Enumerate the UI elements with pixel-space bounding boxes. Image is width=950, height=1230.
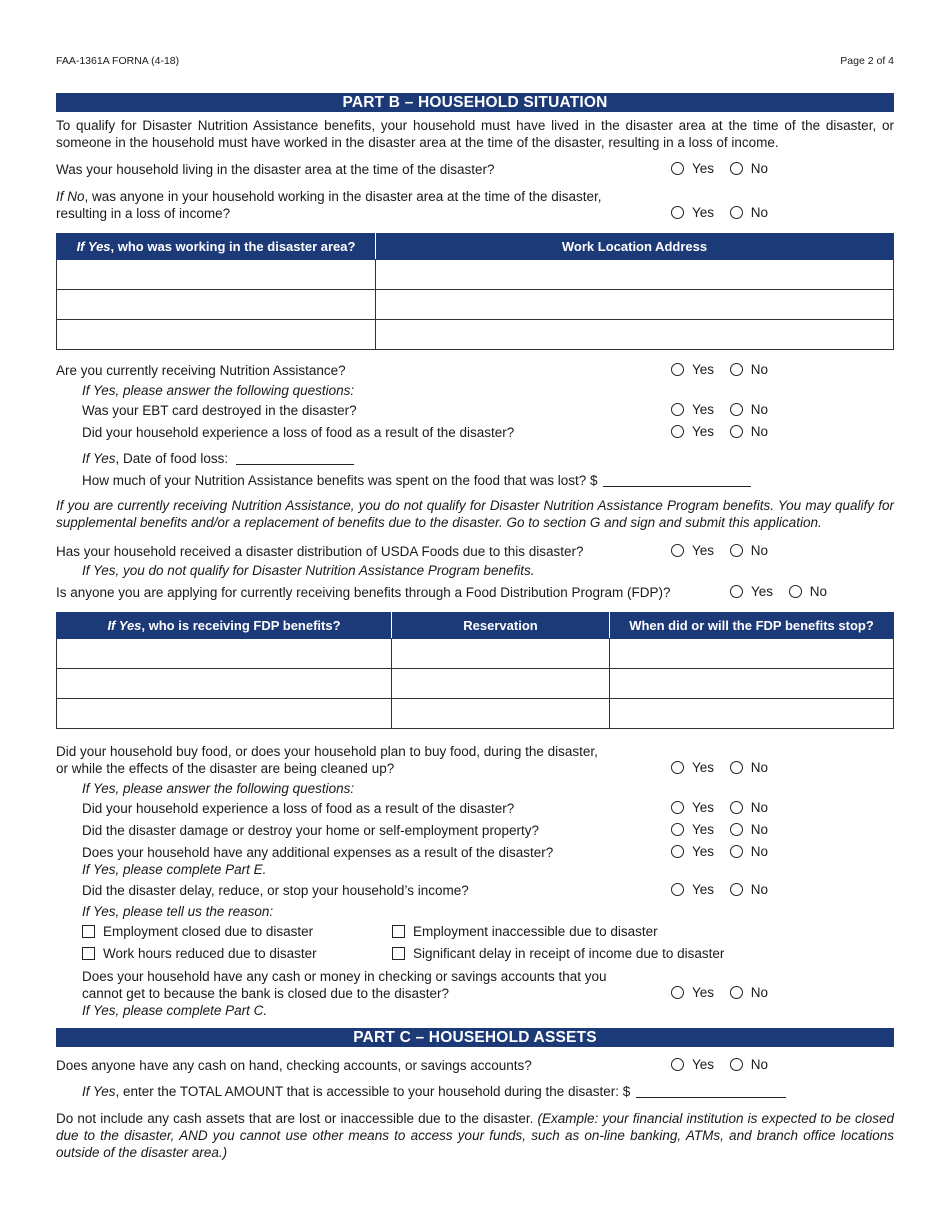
yes-option[interactable]: Yes xyxy=(671,843,714,860)
no-option[interactable]: No xyxy=(730,542,768,559)
radio-icon[interactable] xyxy=(671,162,684,175)
yn-damage xyxy=(671,821,780,839)
table-row xyxy=(57,260,894,290)
no-option[interactable]: No xyxy=(730,881,768,898)
checkbox-icon[interactable] xyxy=(82,947,95,960)
note-usda: If Yes, you do not qualify for Disaster Nutrition Assistance Program benefits. xyxy=(82,563,535,578)
question-buy-food: Did your household buy food, or does your household plan to buy food, during the disaster, or while the effects of the disaster are being cleaned up? xyxy=(56,744,598,776)
no-option[interactable]: No xyxy=(730,361,768,378)
form-id: FAA-1361A FORNA (4-18) xyxy=(56,55,180,67)
checkbox-icon[interactable] xyxy=(392,947,405,960)
yn-buy-food xyxy=(671,759,780,777)
yn-expenses xyxy=(671,843,780,861)
recipient-input[interactable] xyxy=(57,639,391,668)
stop-date-cell[interactable] xyxy=(610,669,894,699)
radio-icon[interactable] xyxy=(730,585,743,598)
address-cell[interactable] xyxy=(376,290,894,320)
question-loss-food-2: Did your household experience a loss of food as a result of the disaster? xyxy=(82,801,515,816)
no-option[interactable]: No xyxy=(730,423,768,440)
table-row xyxy=(57,290,894,320)
yes-option[interactable]: Yes xyxy=(671,361,714,378)
no-option[interactable]: No xyxy=(789,583,827,600)
reservation-cell[interactable] xyxy=(392,639,610,669)
radio-icon[interactable] xyxy=(671,801,684,814)
col-fdp-recipient: If Yes, who is receiving FDP benefits? xyxy=(57,613,392,639)
amount-spent-field[interactable] xyxy=(603,473,751,487)
reservation-cell[interactable] xyxy=(392,669,610,699)
reason-intro: If Yes, please tell us the reason: xyxy=(82,904,274,919)
work-location-table xyxy=(56,233,894,350)
radio-icon[interactable] xyxy=(671,986,684,999)
reservation-input[interactable] xyxy=(392,639,609,668)
yn-working xyxy=(671,204,780,222)
radio-icon[interactable] xyxy=(730,761,743,774)
address-input[interactable] xyxy=(376,320,893,349)
question-expenses: Does your household have any additional expenses as a result of the disaster? xyxy=(82,845,554,860)
page-number: Page 2 of 4 xyxy=(840,55,894,67)
yes-option[interactable]: Yes xyxy=(671,881,714,898)
if-yes-instruction-2: If Yes, please answer the following questions: xyxy=(82,781,355,796)
stop-date-cell[interactable] xyxy=(610,699,894,729)
radio-icon[interactable] xyxy=(730,162,743,175)
reason-hours-reduced[interactable]: Work hours reduced due to disaster xyxy=(82,945,317,962)
date-food-loss-field[interactable] xyxy=(236,451,354,465)
yn-bank xyxy=(671,984,780,1002)
question-working: If No, was anyone in your household working in the disaster area at the time of the disaster, resulting in a loss of income? xyxy=(56,189,602,221)
radio-icon[interactable] xyxy=(730,206,743,219)
no-option[interactable]: No xyxy=(730,160,768,177)
radio-icon[interactable] xyxy=(671,363,684,376)
reservation-input[interactable] xyxy=(392,669,609,698)
yn-cash xyxy=(671,1056,780,1074)
yn-ebt xyxy=(671,401,780,419)
recipient-cell[interactable] xyxy=(57,669,392,699)
recipient-input[interactable] xyxy=(57,669,391,698)
radio-icon[interactable] xyxy=(730,544,743,557)
worker-cell[interactable] xyxy=(57,290,376,320)
table-header-row xyxy=(57,234,894,260)
worker-input[interactable] xyxy=(57,260,375,289)
col-fdp-stop: When did or will the FDP benefits stop? xyxy=(610,613,894,639)
yes-option[interactable]: Yes xyxy=(671,423,714,440)
stop-date-cell[interactable] xyxy=(610,639,894,669)
date-food-loss: If Yes, Date of food loss: xyxy=(82,450,354,467)
yes-option[interactable]: Yes xyxy=(671,160,714,177)
radio-icon[interactable] xyxy=(671,845,684,858)
no-option[interactable]: No xyxy=(730,821,768,838)
radio-icon[interactable] xyxy=(671,425,684,438)
no-option[interactable]: No xyxy=(730,843,768,860)
yes-option[interactable]: Yes xyxy=(671,401,714,418)
yn-loss-food xyxy=(671,423,780,441)
note-receiving: If you are currently receiving Nutrition Assistance, you do not qualify for Disaster Nutrition Assistance Program benefits. You may qualify for supplemental benefits and/or a replacement of benefits due to the disaster. Go to section G and sign and submit this application. xyxy=(56,498,894,530)
question-living: Was your household living in the disaster area at the time of the disaster? xyxy=(56,162,495,177)
address-input[interactable] xyxy=(376,260,893,289)
yn-income xyxy=(671,881,780,899)
radio-icon[interactable] xyxy=(730,823,743,836)
fdp-table xyxy=(56,612,894,729)
total-amount-field[interactable] xyxy=(636,1084,786,1098)
table-row xyxy=(57,669,894,699)
yes-option[interactable]: Yes xyxy=(671,984,714,1001)
question-fdp: Is anyone you are applying for currently receiving benefits through a Food Distribution Program (FDP)? xyxy=(56,585,671,600)
question-income: Did the disaster delay, reduce, or stop your household’s income? xyxy=(82,883,469,898)
col-reservation: Reservation xyxy=(392,613,610,639)
table-row xyxy=(57,320,894,350)
yn-living xyxy=(671,160,780,178)
question-receiving: Are you currently receiving Nutrition Assistance? xyxy=(56,363,346,378)
table-row xyxy=(57,639,894,669)
total-amount-row: If Yes, enter the TOTAL AMOUNT that is accessible to your household during the disaster: $ xyxy=(82,1083,786,1100)
radio-icon[interactable] xyxy=(671,883,684,896)
yn-loss-food-2 xyxy=(671,799,780,817)
yes-option[interactable]: Yes xyxy=(671,799,714,816)
worker-cell[interactable] xyxy=(57,320,376,350)
stop-date-input[interactable] xyxy=(610,639,893,668)
col-worker: If Yes, who was working in the disaster area? xyxy=(57,234,376,260)
recipient-cell[interactable] xyxy=(57,699,392,729)
col-work-address: Work Location Address xyxy=(376,234,894,260)
part-b-title: PART B – HOUSEHOLD SITUATION xyxy=(56,93,894,112)
no-option[interactable]: No xyxy=(730,984,768,1001)
stop-date-input[interactable] xyxy=(610,669,893,698)
radio-icon[interactable] xyxy=(730,363,743,376)
radio-icon[interactable] xyxy=(730,425,743,438)
worker-input[interactable] xyxy=(57,290,375,319)
note-part-e: If Yes, please complete Part E. xyxy=(82,862,267,877)
address-cell[interactable] xyxy=(376,320,894,350)
no-option[interactable]: No xyxy=(730,799,768,816)
worker-input[interactable] xyxy=(57,320,375,349)
no-option[interactable]: No xyxy=(730,759,768,776)
no-option[interactable]: No xyxy=(730,401,768,418)
yn-receiving xyxy=(671,361,780,379)
part-c-title: PART C – HOUSEHOLD ASSETS xyxy=(56,1028,894,1047)
radio-icon[interactable] xyxy=(671,1058,684,1071)
table-header-row xyxy=(57,613,894,639)
question-loss-food: Did your household experience a loss of food as a result of the disaster? xyxy=(82,425,515,440)
question-ebt: Was your EBT card destroyed in the disaster? xyxy=(82,403,357,418)
radio-icon[interactable] xyxy=(671,761,684,774)
question-damage: Did the disaster damage or destroy your home or self-employment property? xyxy=(82,823,539,838)
reservation-input[interactable] xyxy=(392,699,609,728)
worker-cell[interactable] xyxy=(57,260,376,290)
question-bank: Does your household have any cash or money in checking or savings accounts that you cannot get to because the bank is closed due to the disaster? If Yes, please complete Part C. xyxy=(82,969,607,1018)
no-option[interactable]: No xyxy=(730,1056,768,1073)
radio-icon[interactable] xyxy=(671,544,684,557)
radio-icon[interactable] xyxy=(789,585,802,598)
radio-icon[interactable] xyxy=(730,883,743,896)
if-yes-instruction: If Yes, please answer the following questions: xyxy=(82,383,355,398)
question-cash: Does anyone have any cash on hand, checking accounts, or savings accounts? xyxy=(56,1058,532,1073)
address-cell[interactable] xyxy=(376,260,894,290)
reason-employment-inaccessible[interactable]: Employment inaccessible due to disaster xyxy=(392,923,658,940)
recipient-cell[interactable] xyxy=(57,639,392,669)
reservation-cell[interactable] xyxy=(392,699,610,729)
recipient-input[interactable] xyxy=(57,699,391,728)
no-option[interactable]: No xyxy=(730,204,768,221)
table-row xyxy=(57,699,894,729)
radio-icon[interactable] xyxy=(730,1058,743,1071)
yn-fdp xyxy=(730,583,839,601)
radio-icon[interactable] xyxy=(671,823,684,836)
yes-option[interactable]: Yes xyxy=(671,1056,714,1073)
checkbox-icon[interactable] xyxy=(82,925,95,938)
part-b-intro: To qualify for Disaster Nutrition Assistance benefits, your household must have lived in the disaster area at the time of the disaster, or someone in the household must have worked in the disaster area at the time of the disaster, resulting in a loss of income. xyxy=(56,118,894,150)
radio-icon[interactable] xyxy=(730,801,743,814)
radio-icon[interactable] xyxy=(671,403,684,416)
stop-date-input[interactable] xyxy=(610,699,893,728)
radio-icon[interactable] xyxy=(730,845,743,858)
reason-income-delay[interactable]: Significant delay in receipt of income due to disaster xyxy=(392,945,724,962)
yn-usda xyxy=(671,542,780,560)
radio-icon[interactable] xyxy=(730,403,743,416)
yes-option[interactable]: Yes xyxy=(671,759,714,776)
address-input[interactable] xyxy=(376,290,893,319)
question-spent: How much of your Nutrition Assistance benefits was spent on the food that was lost? $ xyxy=(82,472,751,489)
radio-icon[interactable] xyxy=(730,986,743,999)
yes-option[interactable]: Yes xyxy=(671,821,714,838)
reason-employment-closed[interactable]: Employment closed due to disaster xyxy=(82,923,313,940)
question-usda: Has your household received a disaster distribution of USDA Foods due to this disaster? xyxy=(56,544,584,559)
yes-option[interactable]: Yes xyxy=(671,204,714,221)
note-cash-assets: Do not include any cash assets that are lost or inaccessible due to the disaster. (Example: your financial institution is expected to be closed due to the disaster, AND you cannot use other means to access your funds, such as on-line banking, ATMs, and branch office locations outside of the disaster area.) xyxy=(56,1111,894,1160)
yes-option[interactable]: Yes xyxy=(671,542,714,559)
checkbox-icon[interactable] xyxy=(392,925,405,938)
radio-icon[interactable] xyxy=(671,206,684,219)
yes-option[interactable]: Yes xyxy=(730,583,773,600)
